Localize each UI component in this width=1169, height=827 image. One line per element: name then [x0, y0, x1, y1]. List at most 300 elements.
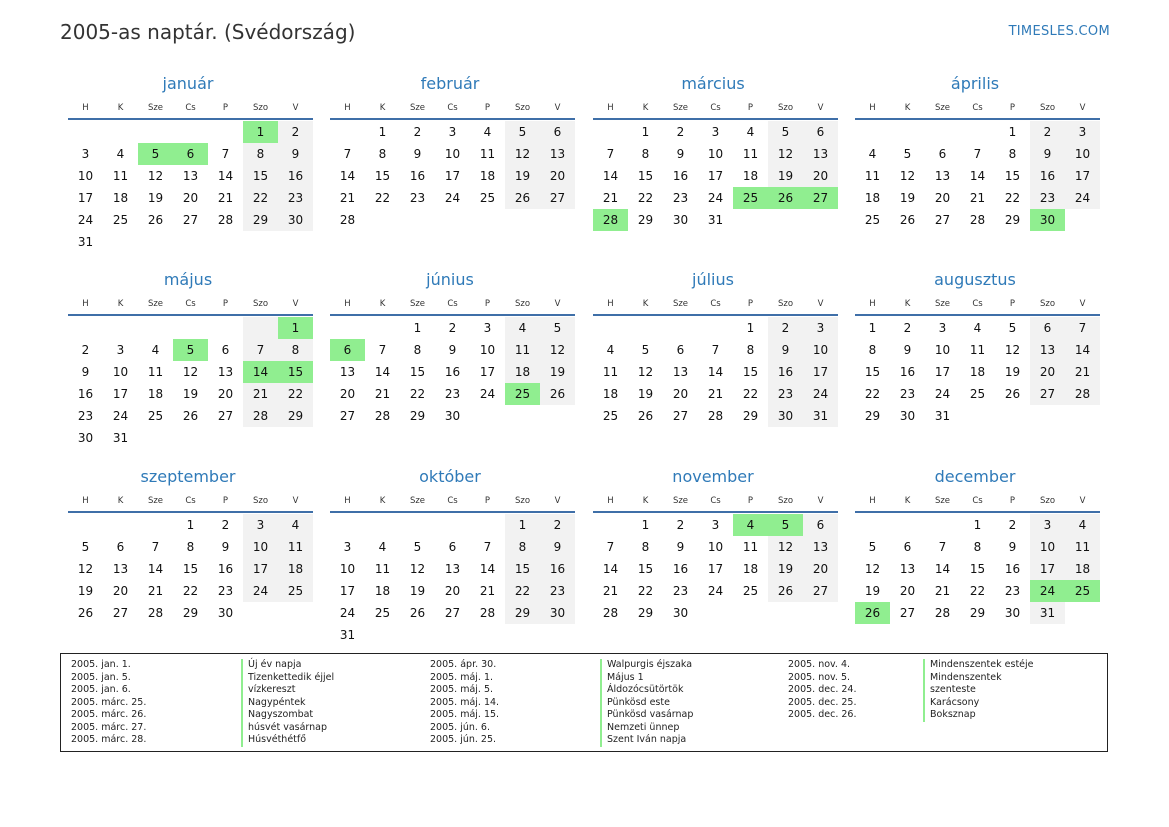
day-cell: 25 [278, 580, 313, 602]
weekday-label: Cs [447, 496, 458, 506]
day-cell: 9 [448, 343, 457, 357]
day-cell: 19 [505, 165, 540, 187]
weekday-label: Cs [185, 103, 196, 113]
weekday-header [330, 491, 575, 513]
day-cell: 14 [147, 562, 164, 576]
day-cell: 13 [540, 143, 575, 165]
day-cell: 21 [602, 191, 619, 205]
day-cell: 19 [182, 387, 199, 401]
day-cell: 13 [803, 143, 838, 165]
day-cell: 17 [707, 169, 724, 183]
day-cell: 23 [1030, 187, 1065, 209]
holiday-day-cell: 14 [243, 361, 278, 383]
day-cell: 27 [899, 606, 916, 620]
day-cell: 30 [444, 409, 461, 423]
day-cell: 4 [278, 514, 313, 536]
day-cell: 15 [505, 558, 540, 580]
weekday-label: Szo [252, 299, 269, 309]
day-cell: 6 [448, 540, 457, 554]
day-cell: 2 [81, 343, 90, 357]
day-cell: 29 [742, 409, 759, 423]
weekday-header [593, 98, 838, 120]
day-cell: 10 [707, 147, 724, 161]
day-cell: 2 [1008, 518, 1017, 532]
day-cell: 23 [77, 409, 94, 423]
legend-date: 2005. nov. 5. [788, 671, 851, 683]
empty-cell [68, 121, 103, 143]
day-cell: 15 [637, 169, 654, 183]
day-cell: 26 [505, 187, 540, 209]
legend-holiday-name: Szent Iván napja [600, 734, 693, 747]
weekday-label: Szo [1039, 299, 1056, 309]
weekday-header [330, 294, 575, 316]
day-cell: 22 [1004, 191, 1021, 205]
day-cell: 28 [147, 606, 164, 620]
day-cell: 14 [339, 169, 356, 183]
legend-holiday-name: Mindenszentek [923, 672, 1034, 685]
weekday-label: H [869, 299, 876, 309]
month-name: február [420, 74, 480, 93]
legend-holiday-name: Walpurgis éjszaka [600, 659, 693, 672]
weekday-label: P [1009, 496, 1016, 506]
legend-date: 2005. márc. 28. [71, 734, 147, 745]
day-cell: 14 [934, 562, 951, 576]
empty-cell [103, 121, 138, 143]
weekday-label: Szo [252, 496, 269, 506]
day-cell: 9 [676, 147, 685, 161]
empty-cell [103, 317, 138, 339]
month-name: április [950, 74, 1000, 93]
day-cell: 17 [934, 365, 951, 379]
day-cell: 20 [182, 191, 199, 205]
day-cell: 10 [803, 339, 838, 361]
day-cell: 15 [742, 365, 759, 379]
weekday-label: H [607, 103, 614, 113]
weekday-label: Szo [1039, 103, 1056, 113]
day-cell: 28 [969, 213, 986, 227]
empty-cell [593, 514, 628, 536]
holiday-day-cell: 25 [733, 187, 768, 209]
day-cell: 24 [444, 191, 461, 205]
day-cell: 17 [707, 562, 724, 576]
day-cell: 27 [444, 606, 461, 620]
day-cell: 10 [112, 365, 129, 379]
month-8 [855, 270, 1100, 427]
month-name: június [426, 270, 474, 289]
day-cell: 1 [413, 321, 422, 335]
day-cell: 15 [409, 365, 426, 379]
day-cell: 18 [479, 169, 496, 183]
day-cell: 22 [637, 191, 654, 205]
day-cell: 21 [374, 387, 391, 401]
weekday-label: Sze [409, 496, 426, 506]
legend-date: 2005. jan. 6. [71, 684, 131, 695]
weekday-label: H [869, 496, 876, 506]
day-cell: 7 [221, 147, 230, 161]
day-cell: 25 [147, 409, 164, 423]
weekday-label: P [484, 103, 491, 113]
weekday-label: P [222, 103, 229, 113]
weekday-label: H [82, 103, 89, 113]
weekday-label: P [747, 496, 754, 506]
month-11 [593, 467, 838, 624]
day-cell: 24 [339, 606, 356, 620]
day-cell: 10 [479, 343, 496, 357]
legend-holiday-name: Húsvéthétfő [241, 734, 334, 747]
day-cell: 25 [112, 213, 129, 227]
month-7 [593, 270, 838, 427]
day-cell: 30 [899, 409, 916, 423]
weekday-header [855, 491, 1100, 513]
day-cell: 30 [540, 602, 575, 624]
weekday-label: P [484, 496, 491, 506]
legend-holiday-name: Május 1 [600, 672, 693, 685]
day-cell: 9 [1008, 540, 1017, 554]
holiday-day-cell: 5 [173, 339, 208, 361]
weekday-label: H [344, 299, 351, 309]
weekday-label: Szo [514, 496, 531, 506]
legend-date: 2005. márc. 25. [71, 696, 147, 708]
day-cell: 19 [147, 191, 164, 205]
day-cell: 4 [973, 321, 982, 335]
weekday-label: P [484, 299, 491, 309]
day-cell: 23 [444, 387, 461, 401]
day-cell: 15 [864, 365, 881, 379]
weekday-label: Sze [672, 299, 689, 309]
weekday-label: K [379, 496, 386, 506]
empty-cell [138, 317, 173, 339]
day-cell: 10 [243, 536, 278, 558]
day-cell: 12 [505, 143, 540, 165]
day-cell: 22 [505, 580, 540, 602]
calendar-grid [68, 74, 1113, 644]
weekday-label: Sze [147, 496, 164, 506]
weekday-label: K [904, 299, 911, 309]
month-2 [330, 74, 575, 231]
day-cell: 15 [182, 562, 199, 576]
day-cell: 7 [343, 147, 352, 161]
day-cell: 4 [483, 125, 492, 139]
legend-date: 2005. jan. 1. [71, 659, 131, 670]
day-cell: 3 [711, 518, 720, 532]
day-cell: 11 [742, 147, 759, 161]
day-cell: 18 [147, 387, 164, 401]
weekday-header [593, 294, 838, 316]
weekday-label: P [1009, 299, 1016, 309]
weekday-label: K [117, 299, 124, 309]
day-cell: 19 [1004, 365, 1021, 379]
day-cell: 22 [182, 584, 199, 598]
day-cell: 29 [1004, 213, 1021, 227]
month-10 [330, 467, 575, 646]
day-cell: 18 [969, 365, 986, 379]
holiday-day-cell: 5 [138, 143, 173, 165]
day-cell: 4 [378, 540, 387, 554]
empty-cell [103, 514, 138, 536]
weekday-label: Sze [672, 103, 689, 113]
weekday-label: Sze [934, 299, 951, 309]
day-cell: 18 [505, 361, 540, 383]
day-cell: 8 [278, 339, 313, 361]
day-cell: 18 [374, 584, 391, 598]
day-cell: 26 [899, 213, 916, 227]
day-cell: 12 [409, 562, 426, 576]
month-name: december [934, 467, 1016, 486]
day-cell: 8 [641, 147, 650, 161]
day-cell: 3 [448, 125, 457, 139]
legend-date: 2005. dec. 26. [788, 709, 857, 720]
day-cell: 29 [243, 209, 278, 231]
day-cell: 23 [1004, 584, 1021, 598]
month-name: november [672, 467, 754, 486]
day-cell: 28 [243, 405, 278, 427]
legend-holiday-name: Nagypéntek [241, 697, 334, 710]
day-cell: 1 [1008, 125, 1017, 139]
day-cell: 22 [637, 584, 654, 598]
day-cell: 28 [339, 213, 356, 227]
days-grid [855, 513, 1100, 624]
weekday-label: Cs [710, 496, 721, 506]
day-cell: 13 [1030, 339, 1065, 361]
day-cell: 6 [1030, 317, 1065, 339]
empty-cell [925, 121, 960, 143]
weekday-label: Sze [409, 299, 426, 309]
day-cell: 12 [899, 169, 916, 183]
weekday-label: P [747, 299, 754, 309]
day-cell: 6 [116, 540, 125, 554]
days-grid [593, 316, 838, 427]
day-cell: 26 [768, 580, 803, 602]
month-4 [855, 74, 1100, 231]
day-cell: 29 [637, 213, 654, 227]
day-cell: 25 [742, 584, 759, 598]
weekday-label: Cs [185, 496, 196, 506]
legend-date: 2005. dec. 24. [788, 684, 857, 695]
weekday-label: Cs [972, 496, 983, 506]
empty-cell [960, 121, 995, 143]
day-cell: 24 [934, 387, 951, 401]
empty-cell [208, 121, 243, 143]
day-cell: 26 [147, 213, 164, 227]
day-cell: 21 [1065, 361, 1100, 383]
day-cell: 8 [505, 536, 540, 558]
day-cell: 5 [81, 540, 90, 554]
day-cell: 10 [1030, 536, 1065, 558]
day-cell: 1 [505, 514, 540, 536]
weekday-label: Sze [672, 496, 689, 506]
day-cell: 4 [606, 343, 615, 357]
day-cell: 28 [217, 213, 234, 227]
day-cell: 22 [864, 387, 881, 401]
day-cell: 8 [868, 343, 877, 357]
day-cell: 20 [1030, 361, 1065, 383]
weekday-label: V [1079, 496, 1086, 506]
day-cell: 21 [969, 191, 986, 205]
day-cell: 11 [112, 169, 129, 183]
month-name: január [162, 74, 214, 93]
day-cell: 7 [711, 343, 720, 357]
empty-cell [68, 514, 103, 536]
month-name: október [419, 467, 481, 486]
legend-date: 2005. márc. 27. [71, 721, 147, 733]
legend-holiday-name: Pünkösd vasárnap [600, 709, 693, 722]
day-cell: 7 [606, 540, 615, 554]
day-cell: 21 [479, 584, 496, 598]
weekday-label: K [379, 299, 386, 309]
day-cell: 23 [899, 387, 916, 401]
day-cell: 7 [606, 147, 615, 161]
day-cell: 19 [540, 361, 575, 383]
day-cell: 10 [934, 343, 951, 357]
month-name: május [163, 270, 213, 289]
day-cell: 28 [707, 409, 724, 423]
day-cell: 7 [483, 540, 492, 554]
day-cell: 17 [77, 191, 94, 205]
day-cell: 3 [1030, 514, 1065, 536]
day-cell: 16 [768, 361, 803, 383]
day-cell: 1 [186, 518, 195, 532]
weekday-label: V [817, 103, 824, 113]
day-cell: 7 [243, 339, 278, 361]
day-cell: 11 [1065, 536, 1100, 558]
days-grid [593, 120, 838, 231]
weekday-label: V [292, 496, 299, 506]
day-cell: 31 [339, 628, 356, 642]
legend-date: 2005. jún. 25. [430, 734, 497, 745]
day-cell: 10 [444, 147, 461, 161]
legend-holiday-name: Nagyszombat [241, 709, 334, 722]
empty-cell [243, 317, 278, 339]
legend-holiday-name: Boksznap [923, 709, 1034, 722]
day-cell: 10 [707, 540, 724, 554]
day-cell: 15 [1004, 169, 1021, 183]
weekday-label: Sze [147, 299, 164, 309]
day-cell: 7 [378, 343, 387, 357]
day-cell: 20 [540, 165, 575, 187]
day-cell: 13 [182, 169, 199, 183]
legend-names-column [600, 659, 693, 747]
day-cell: 9 [81, 365, 90, 379]
day-cell: 6 [540, 121, 575, 143]
day-cell: 9 [540, 536, 575, 558]
day-cell: 29 [409, 409, 426, 423]
weekday-header [68, 294, 313, 316]
day-cell: 12 [182, 365, 199, 379]
day-cell: 30 [768, 405, 803, 427]
day-cell: 17 [479, 365, 496, 379]
day-cell: 6 [938, 147, 947, 161]
day-cell: 24 [77, 213, 94, 227]
day-cell: 22 [742, 387, 759, 401]
holiday-day-cell: 1 [243, 121, 278, 143]
weekday-label: Szo [777, 299, 794, 309]
day-cell: 21 [147, 584, 164, 598]
legend-holiday-name: Mindenszentek estéje [923, 659, 1034, 672]
day-cell: 13 [899, 562, 916, 576]
day-cell: 16 [77, 387, 94, 401]
weekday-label: K [904, 103, 911, 113]
day-cell: 29 [182, 606, 199, 620]
day-cell: 29 [505, 602, 540, 624]
day-cell: 24 [112, 409, 129, 423]
day-cell: 27 [339, 409, 356, 423]
day-cell: 14 [602, 169, 619, 183]
day-cell: 12 [864, 562, 881, 576]
weekday-label: K [117, 103, 124, 113]
weekday-label: P [1009, 103, 1016, 113]
day-cell: 17 [243, 558, 278, 580]
day-cell: 10 [339, 562, 356, 576]
day-cell: 27 [540, 187, 575, 209]
empty-cell [365, 317, 400, 339]
day-cell: 18 [742, 562, 759, 576]
holiday-day-cell: 28 [593, 209, 628, 231]
legend-date: 2005. márc. 26. [71, 709, 147, 720]
day-cell: 30 [278, 209, 313, 231]
day-cell: 5 [903, 147, 912, 161]
day-cell: 17 [803, 361, 838, 383]
day-cell: 17 [112, 387, 129, 401]
holiday-day-cell: 26 [768, 187, 803, 209]
weekday-label: V [1079, 299, 1086, 309]
day-cell: 16 [409, 169, 426, 183]
brand-link[interactable]: TIMESLES.COM [1008, 24, 1110, 39]
day-cell: 26 [409, 606, 426, 620]
weekday-header [68, 98, 313, 120]
day-cell: 2 [413, 125, 422, 139]
month-name: július [692, 270, 734, 289]
day-cell: 28 [479, 606, 496, 620]
day-cell: 23 [768, 383, 803, 405]
day-cell: 23 [540, 580, 575, 602]
day-cell: 16 [672, 169, 689, 183]
weekday-label: H [82, 496, 89, 506]
days-grid [68, 120, 313, 253]
day-cell: 3 [803, 317, 838, 339]
weekday-label: K [904, 496, 911, 506]
weekday-label: K [642, 299, 649, 309]
empty-cell [138, 514, 173, 536]
day-cell: 8 [973, 540, 982, 554]
day-cell: 17 [1030, 558, 1065, 580]
legend-holiday-name: Nemzeti ünnep [600, 722, 693, 735]
day-cell: 9 [413, 147, 422, 161]
weekday-label: Sze [147, 103, 164, 113]
weekday-label: H [344, 103, 351, 113]
day-cell: 11 [969, 343, 986, 357]
empty-cell [628, 317, 663, 339]
legend-names-column [241, 659, 334, 747]
day-cell: 8 [243, 143, 278, 165]
empty-cell [173, 317, 208, 339]
day-cell: 19 [768, 558, 803, 580]
day-cell: 7 [973, 147, 982, 161]
day-cell: 30 [1004, 606, 1021, 620]
day-cell: 25 [479, 191, 496, 205]
empty-cell [890, 121, 925, 143]
weekday-label: Cs [710, 103, 721, 113]
month-name: szeptember [140, 467, 236, 486]
legend-date: 2005. máj. 15. [430, 709, 500, 720]
weekday-label: P [222, 299, 229, 309]
weekday-label: H [607, 299, 614, 309]
legend-date: 2005. ápr. 30. [430, 659, 497, 670]
day-cell: 23 [672, 584, 689, 598]
day-cell: 6 [676, 343, 685, 357]
day-cell: 20 [899, 584, 916, 598]
day-cell: 16 [278, 165, 313, 187]
day-cell: 19 [77, 584, 94, 598]
